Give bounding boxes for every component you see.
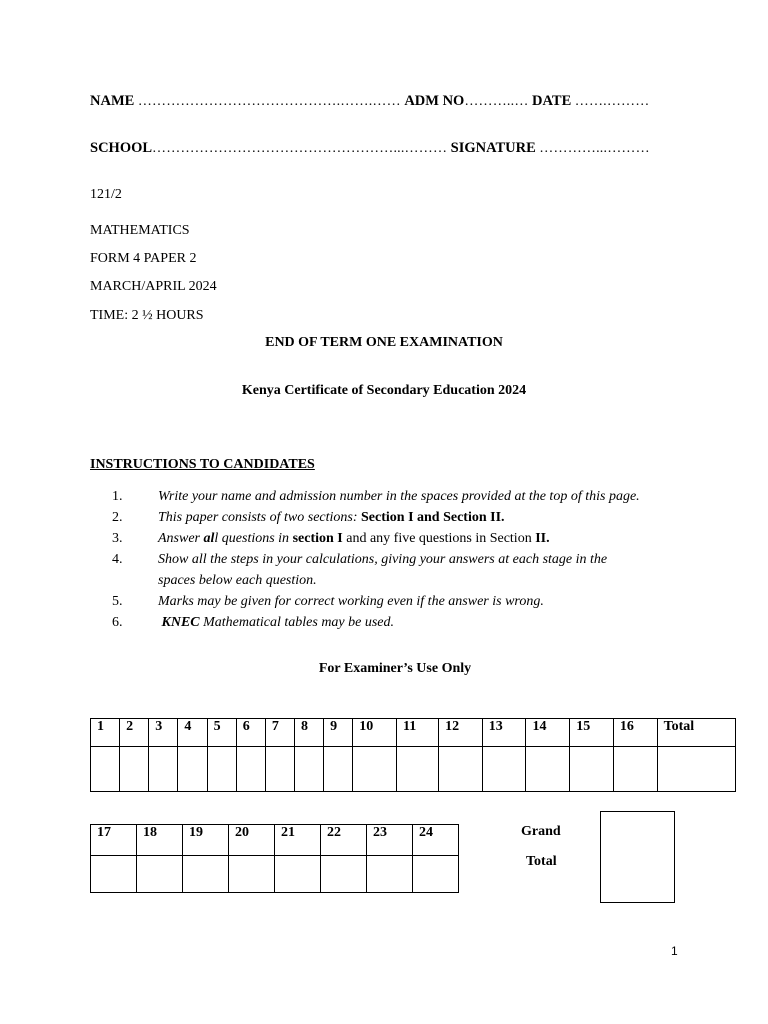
instruction-number: 4. — [112, 552, 123, 567]
mark-entry-cell[interactable] — [294, 747, 323, 792]
instruction-text: Marks may be given for correct working even if the answer is wrong. — [158, 594, 544, 609]
instruction-emphasis: Section I and Section II. — [361, 510, 505, 525]
mark-entry-cell[interactable] — [482, 747, 526, 792]
instruction-text: Mathematical tables may be used. — [199, 615, 395, 630]
mark-entry-cell[interactable] — [178, 747, 207, 792]
question-number-cell: 10 — [353, 719, 397, 747]
instruction-text: spaces below each question. — [158, 573, 317, 588]
exam-title: END OF TERM ONE EXAMINATION — [265, 335, 503, 350]
mark-entry-cell[interactable] — [570, 747, 614, 792]
instruction-text: and any five questions in Section — [342, 531, 536, 546]
mark-entry-cell[interactable] — [353, 747, 397, 792]
question-number-cell: 2 — [120, 719, 149, 747]
question-number-cell: 14 — [526, 719, 570, 747]
instruction-text: Show all the steps in your calculations, giving your answers at each stage in the — [158, 552, 608, 567]
question-number-cell: 9 — [324, 719, 353, 747]
instruction-emphasis: al — [203, 531, 215, 546]
mark-entry-cell[interactable] — [149, 747, 178, 792]
instruction-item — [112, 507, 712, 528]
question-number-cell: 17 — [91, 825, 137, 856]
mark-entry-cell[interactable] — [91, 747, 120, 792]
question-number-cell: 19 — [183, 825, 229, 856]
instruction-text: l questions in — [214, 531, 293, 546]
instruction-text: Write your name and admission number in the spaces provided at the top of this page. — [158, 489, 640, 504]
instruction-item — [112, 612, 712, 633]
form-paper: FORM 4 PAPER 2 — [90, 251, 197, 266]
school-dots: ……………………………………………...……… — [152, 141, 448, 156]
examiner-title: For Examiner’s Use Only — [318, 661, 472, 676]
mark-entry-cell[interactable] — [324, 747, 353, 792]
marks-table-section-1 — [90, 718, 736, 792]
mark-entry-cell[interactable] — [413, 856, 459, 893]
paper-code: 121/2 — [90, 187, 122, 202]
mark-entry-cell[interactable] — [526, 747, 570, 792]
name-label: NAME — [90, 93, 135, 109]
adm-no-label: ADM NO — [404, 93, 465, 109]
question-number-cell: 7 — [265, 719, 294, 747]
adm-no-dots: ………..… — [464, 94, 529, 109]
instruction-number: 1. — [112, 489, 123, 504]
instructions-list — [112, 486, 712, 633]
instruction-item — [112, 549, 712, 591]
mark-entry-cell[interactable] — [236, 747, 265, 792]
question-number-cell: 20 — [229, 825, 275, 856]
grand-total-label-line1: Grand — [521, 824, 561, 839]
mark-entry-cell[interactable] — [183, 856, 229, 893]
mark-entry-cell[interactable] — [265, 747, 294, 792]
date-label: DATE — [532, 93, 572, 109]
mark-entry-cell[interactable] — [613, 747, 657, 792]
subject: MATHEMATICS — [90, 223, 190, 238]
instruction-item — [112, 528, 712, 549]
instruction-emphasis: KNEC — [161, 615, 200, 630]
instruction-number: 5. — [112, 594, 123, 609]
instruction-emphasis: section I — [292, 531, 343, 546]
question-number-cell: 11 — [396, 719, 438, 747]
question-number-cell: 24 — [413, 825, 459, 856]
instruction-number: 3. — [112, 531, 123, 546]
grand-total-label-line2: Total — [526, 854, 557, 869]
exam-time: TIME: 2 ½ HOURS — [90, 308, 204, 323]
question-number-cell: 3 — [149, 719, 178, 747]
marks-header-row — [91, 719, 736, 747]
page-number: 1 — [671, 944, 678, 958]
certificate-title: Kenya Certificate of Secondary Education 2024 — [241, 383, 527, 398]
question-number-cell: 22 — [321, 825, 367, 856]
name-dots: …………………………………….…….…… — [137, 94, 401, 109]
mark-entry-cell[interactable] — [321, 856, 367, 893]
question-number-cell: 13 — [482, 719, 526, 747]
instruction-emphasis: II. — [535, 531, 550, 546]
question-number-cell: 15 — [570, 719, 614, 747]
question-number-cell: 4 — [178, 719, 207, 747]
question-number-cell: 23 — [367, 825, 413, 856]
question-number-cell: 5 — [207, 719, 236, 747]
instruction-item — [112, 591, 712, 612]
mark-entry-cell[interactable] — [120, 747, 149, 792]
mark-entry-cell[interactable] — [229, 856, 275, 893]
signature-dots: …………...……… — [539, 141, 650, 156]
marks-entry-row — [91, 856, 459, 893]
instruction-number: 2. — [112, 510, 123, 525]
instruction-item — [112, 486, 712, 507]
instruction-text: This paper consists of two sections: — [158, 510, 362, 525]
question-number-cell: 21 — [275, 825, 321, 856]
mark-entry-cell[interactable] — [275, 856, 321, 893]
mark-entry-cell[interactable] — [439, 747, 483, 792]
marks-entry-row — [91, 747, 736, 792]
instruction-text: Answer — [158, 531, 204, 546]
question-number-cell: 16 — [613, 719, 657, 747]
question-number-cell: 8 — [294, 719, 323, 747]
question-number-cell: 12 — [439, 719, 483, 747]
school-field[interactable] — [90, 140, 650, 157]
marks-table-section-2 — [90, 824, 459, 893]
mark-entry-cell[interactable] — [367, 856, 413, 893]
name-field[interactable] — [90, 93, 649, 110]
school-label: SCHOOL — [90, 140, 153, 156]
mark-entry-cell[interactable] — [137, 856, 183, 893]
instruction-number: 6. — [112, 615, 123, 630]
mark-entry-cell[interactable] — [91, 856, 137, 893]
mark-entry-cell[interactable] — [396, 747, 438, 792]
marks-header-row — [91, 825, 459, 856]
total-header-cell: Total — [657, 719, 735, 747]
total-entry-cell[interactable] — [657, 747, 735, 792]
mark-entry-cell[interactable] — [207, 747, 236, 792]
grand-total-box[interactable] — [600, 811, 675, 903]
exam-session: MARCH/APRIL 2024 — [90, 279, 217, 294]
question-number-cell: 18 — [137, 825, 183, 856]
signature-label: SIGNATURE — [450, 140, 536, 156]
question-number-cell: 6 — [236, 719, 265, 747]
instructions-heading: INSTRUCTIONS TO CANDIDATES — [90, 457, 315, 472]
date-dots: …….……… — [574, 94, 650, 109]
question-number-cell: 1 — [91, 719, 120, 747]
